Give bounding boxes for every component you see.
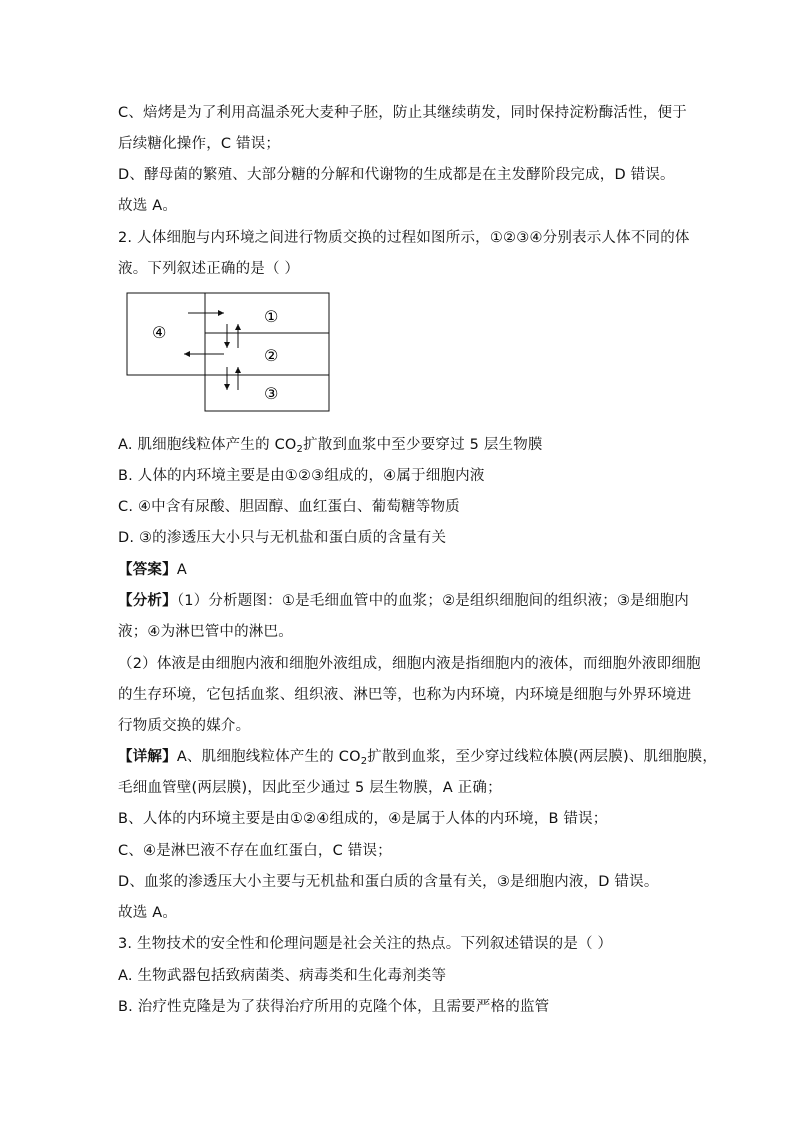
analysis-line: 行物质交换的媒介。 [118, 718, 251, 734]
detail-conclusion: 故选 A。 [118, 905, 178, 921]
label-2: ② [264, 346, 279, 365]
detail-line [118, 747, 717, 772]
detail-line: D、血浆的渗透压大小主要与无机盐和蛋白质的含量有关，③是细胞内液，D 错误。 [118, 874, 659, 890]
analysis-line: （2）体液是由细胞内液和细胞外液组成，细胞内液是指细胞内的液体，而细胞外液即细胞 [118, 656, 701, 672]
option-a-text: 扩散到血浆中至少要穿过 5 层生物膜 [303, 437, 543, 453]
text-line: 故选 A。 [118, 198, 178, 214]
option-a-text: A. 肌细胞线粒体产生的 CO [118, 437, 297, 453]
detail-tag: 【详解】 [118, 749, 177, 765]
answer-line [118, 560, 187, 580]
detail-text: A、肌细胞线粒体产生的 CO [176, 749, 361, 765]
label-1: ① [264, 307, 279, 326]
option-c: C. ④中含有尿酸、胆固醇、血红蛋白、葡萄糖等物质 [118, 499, 460, 515]
question-3-option-b: B. 治疗性克隆是为了获得治疗所用的克隆个体，且需要严格的监管 [118, 999, 550, 1015]
text-line: C、焙烤是为了利用高温杀死大麦种子胚，防止其继续萌发，同时保持淀粉酶活性，便于 [118, 105, 687, 121]
label-3: ③ [264, 384, 279, 403]
question-3-option-a: A. 生物武器包括致病菌类、病毒类和生化毒剂类等 [118, 968, 447, 984]
label-4: ④ [152, 323, 167, 342]
body-fluid-diagram [124, 290, 334, 415]
analysis-text: （1）分析题图：①是毛细血管中的血浆；②是组织细胞间的组织液；③是细胞内 [176, 593, 689, 609]
analysis-line: 的生存环境，它包括血浆、组织液、淋巴等，也称为内环境，内环境是细胞与外界环境进 [118, 687, 692, 703]
answer-tag: 【答案】 [118, 562, 177, 578]
question-3-stem: 3. 生物技术的安全性和伦理问题是社会关注的热点。下列叙述错误的是（ ） [118, 936, 613, 952]
option-d: D. ③的渗透压大小只与无机盐和蛋白质的含量有关 [118, 530, 447, 546]
detail-text: 扩散到血浆，至少穿过线粒体膜(两层膜)、肌细胞膜， [367, 749, 718, 765]
question-2-stem: 液。下列叙述正确的是（ ） [118, 261, 300, 277]
text-line: 后续糖化操作，C 错误； [118, 136, 281, 152]
detail-line: C、④是淋巴液不存在血红蛋白，C 错误； [118, 843, 392, 859]
detail-line: 毛细血管壁(两层膜)，因此至少通过 5 层生物膜，A 正确； [118, 780, 502, 796]
option-a [118, 435, 543, 460]
analysis-line: 液；④为淋巴管中的淋巴。 [118, 624, 293, 640]
text-line: D、酵母菌的繁殖、大部分糖的分解和代谢物的生成都是在主发酵阶段完成，D 错误。 [118, 167, 675, 183]
question-2-stem: 2. 人体细胞与内环境之间进行物质交换的过程如图所示，①②③④分别表示人体不同的体 [118, 230, 690, 246]
option-b: B. 人体的内环境主要是由①②③组成的，④属于细胞内液 [118, 468, 485, 484]
answer-value: A [176, 562, 187, 578]
subscript: 2 [296, 444, 304, 455]
subscript: 2 [360, 756, 368, 767]
analysis-tag: 【分析】 [118, 593, 177, 609]
detail-line: B、人体的内环境主要是由①②④组成的，④是属于人体的内环境，B 错误； [118, 811, 608, 827]
analysis-line [118, 591, 689, 611]
